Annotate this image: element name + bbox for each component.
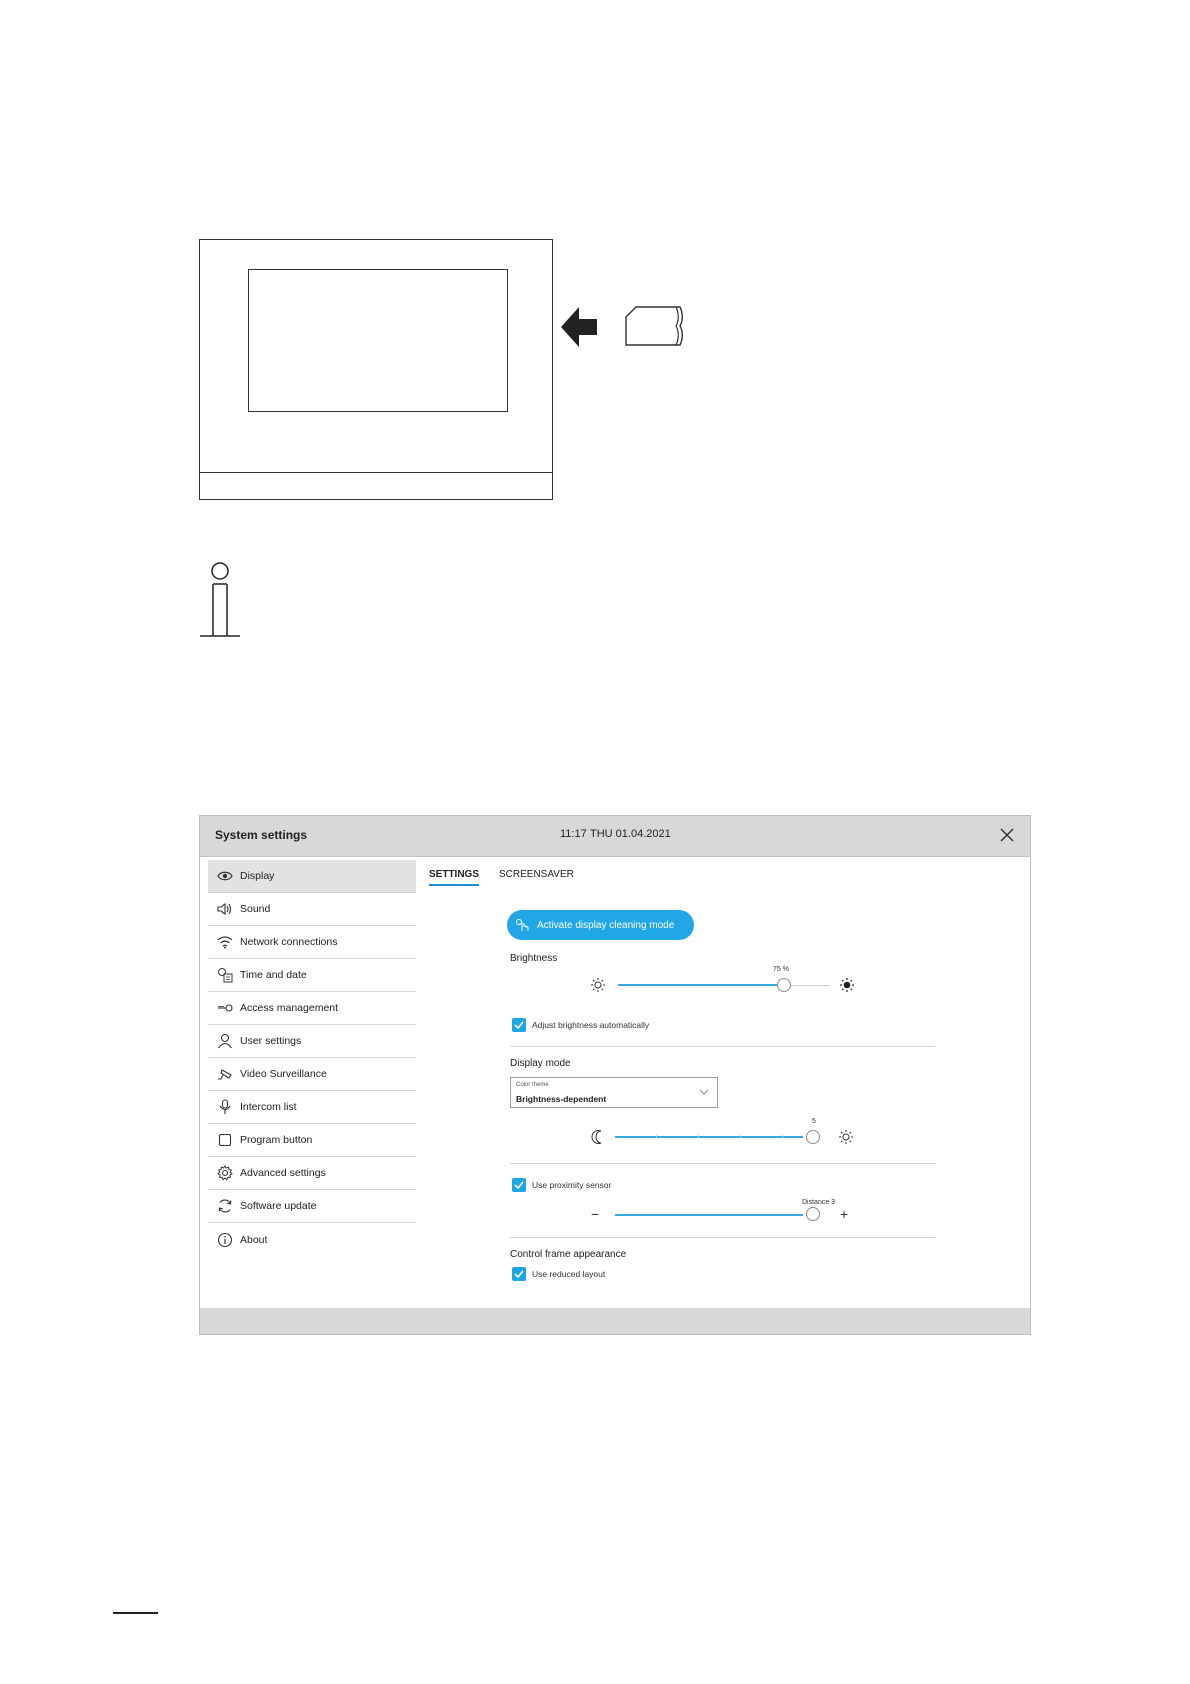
display-mode-slider-knob[interactable] [806, 1130, 820, 1144]
wifi-icon [216, 933, 234, 951]
brightness-value-label: 75 % [773, 966, 789, 973]
info-icon [216, 1231, 234, 1249]
sidebar-item-advanced-settings[interactable] [208, 1157, 416, 1190]
sidebar-item-label: User settings [240, 1035, 302, 1047]
window-title: System settings [215, 828, 308, 842]
close-icon[interactable] [998, 826, 1016, 844]
check-icon [514, 1270, 524, 1278]
cleaning-button-label: Activate display cleaning mode [537, 919, 675, 931]
page-footer-rule [113, 1612, 158, 1614]
reduced-layout-label: Use reduced layout [532, 1269, 606, 1279]
sidebar-item-label: Software update [240, 1200, 317, 1212]
slider-tick [656, 1135, 657, 1138]
moon-icon [591, 1129, 605, 1145]
gear-icon [216, 1164, 234, 1182]
hand-wipe-icon [515, 918, 531, 932]
bottom-bar [200, 1308, 1030, 1334]
date: THU 01.04.2021 [590, 828, 671, 840]
sun-low-icon [590, 977, 606, 993]
sidebar-item-label: Time and date [240, 969, 307, 981]
device-bottom-frame [200, 472, 552, 473]
device-screen [248, 269, 508, 412]
sidebar-item-intercom-list[interactable] [208, 1091, 416, 1124]
sidebar-item-label: Program button [240, 1134, 313, 1146]
refresh-icon [216, 1197, 234, 1215]
distance-value-label: Distance 3 [802, 1199, 836, 1206]
speaker-icon [216, 900, 234, 918]
proximity-sensor-label: Use proximity sensor [532, 1180, 612, 1190]
color-theme-caption: Color theme [516, 1082, 549, 1088]
slider-tick [698, 1135, 699, 1138]
camera-icon [216, 1065, 234, 1083]
sidebar-item-access-management[interactable] [208, 992, 416, 1025]
divider [510, 1237, 935, 1238]
divider [510, 1163, 935, 1164]
chevron-down-icon [699, 1088, 709, 1096]
brightness-slider-knob[interactable] [777, 978, 791, 992]
calendar-clock-icon [216, 966, 234, 984]
auto-brightness-label: Adjust brightness automatically [532, 1020, 650, 1030]
tab-settings[interactable]: SETTINGS [429, 869, 480, 880]
distance-slider-fill [615, 1214, 803, 1216]
title-bar [200, 816, 1030, 857]
sidebar-item-program-button[interactable] [208, 1124, 416, 1157]
sidebar-item-video-surveillance[interactable] [208, 1058, 416, 1091]
color-theme-value: Brightness-dependent [516, 1094, 607, 1104]
check-icon [514, 1021, 524, 1029]
display-mode-value-label: 5 [812, 1118, 816, 1125]
sidebar-item-network-connections[interactable] [208, 926, 416, 959]
brightness-slider-fill [618, 984, 784, 986]
microphone-icon [216, 1098, 234, 1116]
tab-screensaver[interactable]: SCREENSAVER [499, 869, 574, 880]
device-illustration [199, 239, 553, 500]
sidebar-item-label: Access management [240, 1002, 339, 1014]
sun-high-icon [839, 977, 855, 993]
check-icon [514, 1181, 524, 1189]
sidebar-item-label: About [240, 1233, 268, 1246]
info-note-icon [199, 562, 241, 638]
key-icon [216, 999, 234, 1017]
sidebar-item-label: Display [240, 870, 275, 882]
eye-icon [216, 867, 234, 885]
color-theme-select[interactable] [510, 1077, 718, 1108]
square-icon [216, 1131, 234, 1149]
display-mode-title: Display mode [510, 1058, 571, 1069]
distance-slider-knob[interactable] [806, 1207, 820, 1221]
microsd-card-icon [624, 305, 684, 347]
sidebar-item-display[interactable] [208, 860, 416, 893]
settings-sidebar [208, 860, 416, 1256]
activate-cleaning-mode-button[interactable] [507, 910, 694, 940]
plus-icon[interactable]: + [840, 1206, 849, 1222]
minus-icon[interactable]: − [591, 1206, 600, 1222]
sidebar-item-software-update[interactable] [208, 1190, 416, 1223]
sidebar-item-label: Video Surveillance [240, 1068, 327, 1080]
clock: 11:17 [560, 828, 587, 840]
sidebar-item-about[interactable] [208, 1223, 416, 1256]
sidebar-item-label: Advanced settings [240, 1167, 326, 1179]
proximity-sensor-checkbox[interactable] [512, 1178, 526, 1192]
sidebar-item-sound[interactable] [208, 893, 416, 926]
divider [510, 1046, 935, 1047]
user-icon [216, 1032, 234, 1050]
sun-icon [838, 1129, 854, 1145]
insert-arrow-icon [559, 305, 599, 349]
auto-brightness-checkbox[interactable] [512, 1018, 526, 1032]
sidebar-item-label: Intercom list [240, 1101, 297, 1113]
control-frame-title: Control frame appearance [510, 1249, 627, 1260]
sidebar-item-time-and-date[interactable] [208, 959, 416, 992]
display-mode-slider-fill [615, 1136, 803, 1138]
system-settings-window [199, 815, 1031, 1335]
slider-tick [740, 1135, 741, 1138]
slider-tick [782, 1135, 783, 1138]
sidebar-item-label: Sound [240, 903, 271, 915]
reduced-layout-checkbox[interactable] [512, 1267, 526, 1281]
brightness-title: Brightness [510, 953, 558, 964]
sidebar-item-user-settings[interactable] [208, 1025, 416, 1058]
sidebar-item-label: Network connections [240, 936, 338, 948]
